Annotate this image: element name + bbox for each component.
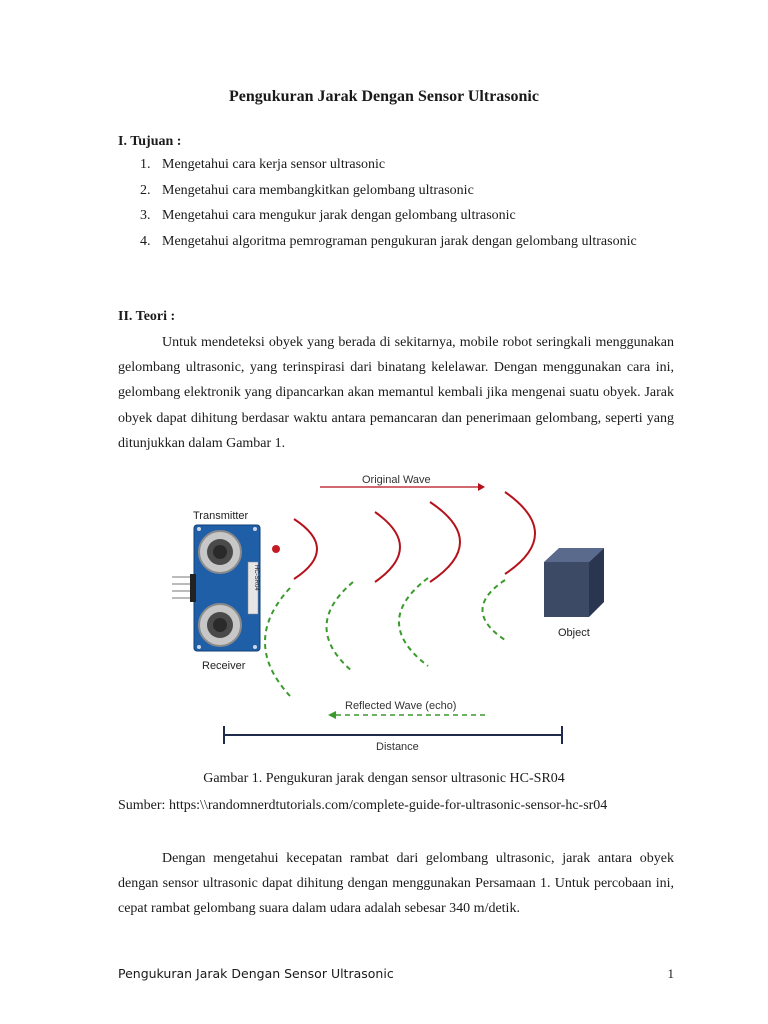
receiver-label: Receiver <box>202 660 246 672</box>
footer-title: Pengukuran Jarak Dengan Sensor Ultrasonic <box>118 966 394 981</box>
page-footer <box>118 966 674 981</box>
list-item-text: Mengetahui cara mengukur jarak dengan gelombang ultrasonic <box>162 208 516 223</box>
arrow-head-icon <box>328 711 336 719</box>
sensor-module-icon <box>172 525 260 651</box>
list-number: 4. <box>140 233 151 249</box>
list-item <box>118 152 674 178</box>
list-item-text: Mengetahui algoritma pemrograman pengukuran jarak dengan gelombang ultrasonic <box>162 233 637 249</box>
reflected-wavefronts <box>265 578 505 696</box>
section-heading-tujuan: I. Tujuan : <box>118 134 182 149</box>
theory-paragraph: Untuk mendeteksi obyek yang berada di sekitarnya, mobile robot seringkali menggunakan gelombang ultrasonic, yang terinspirasi dari binatang kelelawar. Dengan menggunakan cara ini, gelombang elektronik yang dipancarkan akan memantul kembali jika mengenai suatu obyek. Jarak obyek dapat dihitung berdasar waktu antara pemancaran dan penerimaan gelombang, seperti yang ditunjukkan dalam Gambar 1. <box>118 335 674 451</box>
reflected-wave-label: Reflected Wave (echo) <box>345 700 457 712</box>
section-heading-teori: II. Teori : <box>118 309 176 324</box>
list-number: 2. <box>140 182 151 198</box>
ultrasonic-diagram <box>160 462 620 758</box>
list-number: 3. <box>140 208 151 223</box>
tujuan-list <box>118 152 674 254</box>
list-item <box>118 203 674 229</box>
list-item-text: Mengetahui cara kerja sensor ultrasonic <box>162 157 386 172</box>
list-item <box>118 178 674 204</box>
original-wavefronts <box>294 492 535 582</box>
page-title: Pengukuran Jarak Dengan Sensor Ultrasonic <box>229 88 539 105</box>
transmitter-label: Transmitter <box>193 510 249 522</box>
emission-point-icon <box>272 545 280 553</box>
object-label: Object <box>558 627 590 639</box>
sensor-chip-label: HC-SR04 <box>253 565 259 591</box>
distance-label: Distance <box>376 741 419 753</box>
theory-paragraph-2: Dengan mengetahui kecepatan rambat dari gelombang ultrasonic, jarak antara obyek dengan sensor ultrasonic dapat dihitung dengan menggunakan Persamaan 1. Untuk percobaan ini, cepat rambat gelombang suara dalam udara adalah sebesar 340 m/detik. <box>118 851 674 917</box>
original-wave-label: Original Wave <box>362 474 431 486</box>
object-cube-icon <box>544 548 604 617</box>
figure-caption: Gambar 1. Pengukuran jarak dengan sensor ultrasonic HC-SR04 <box>203 771 565 786</box>
arrow-head-icon <box>478 483 485 491</box>
figure-source: Sumber: https:\\randomnerdtutorials.com/complete-guide-for-ultrasonic-sensor-hc-sr04 <box>118 798 608 813</box>
page-number: 1 <box>667 966 674 981</box>
list-item <box>118 229 674 255</box>
list-number: 1. <box>140 157 151 172</box>
list-item-text: Mengetahui cara membangkitkan gelombang ultrasonic <box>162 182 474 198</box>
